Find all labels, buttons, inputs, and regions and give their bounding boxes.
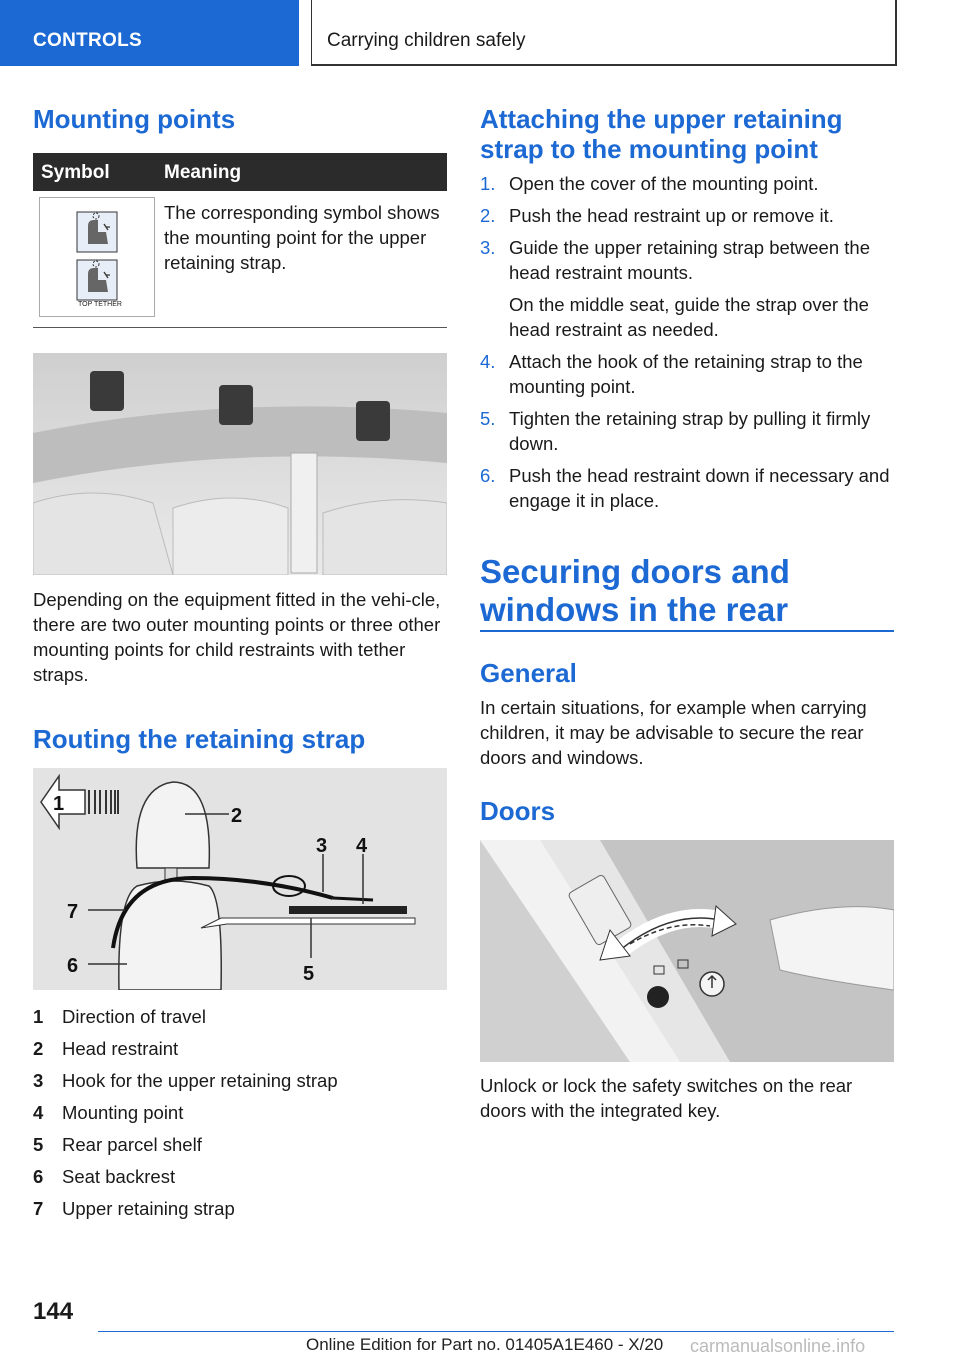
mounting-points-heading: Mounting points [33, 104, 236, 134]
list-item: 5. Tighten the retaining strap by pulling it firmly down. [480, 408, 871, 454]
routing-heading: Routing the retaining strap [33, 724, 366, 754]
equipment-paragraph: Depending on the equipment fitted in the vehi-cle, there are two outer mounting points or three other mounting points for child restraints with tether straps. [33, 589, 441, 685]
list-item: 3 Hook for the upper retaining strap [33, 1070, 338, 1091]
top-tether-caption: TOP TETHER [78, 301, 122, 308]
list-item: 2. Push the head restraint up or remove it. [480, 205, 834, 226]
diagram-label-4: 4 [356, 835, 368, 857]
footer-rule [98, 1331, 894, 1332]
routing-strap-diagram [33, 768, 447, 990]
list-item: 2 Head restraint [33, 1038, 179, 1059]
securing-heading: Securing doors and windows in the rear [480, 553, 790, 628]
list-item: 3. Guide the upper retaining strap between the head restraint mounts. On the middle seat, guide the strap over the head restraint as needed. [480, 237, 870, 340]
list-item: 4 Mounting point [33, 1102, 184, 1123]
section-label: CONTROLS [33, 30, 143, 51]
list-item: 6 Seat backrest [33, 1166, 176, 1187]
col-meaning: Meaning [164, 162, 242, 183]
list-item: 7 Upper retaining strap [33, 1198, 235, 1219]
top-tether-symbol-box [39, 197, 155, 317]
table-divider [33, 327, 447, 328]
list-item: 1. Open the cover of the mounting point. [480, 173, 819, 194]
mounting-points-photo [33, 353, 447, 575]
diagram-label-6: 6 [67, 955, 79, 977]
symbol-table-header [33, 153, 447, 191]
doors-heading: Doors [480, 796, 556, 826]
list-item: 6. Push the head restraint down if necessary and engage it in place. [480, 465, 890, 511]
diagram-label-2: 2 [231, 805, 243, 827]
list-item: 1 Direction of travel [33, 1006, 206, 1027]
door-switch-photo [480, 840, 894, 1062]
edition-note: Online Edition for Part no. 01405A1E460 - X/20 [306, 1335, 664, 1354]
diagram-label-5: 5 [303, 963, 315, 985]
chapter-label: Carrying children safely [327, 30, 526, 51]
symbol-meaning-text: The corresponding symbol shows the mounting point for the upper retaining strap. [164, 202, 440, 273]
section-rule [480, 630, 894, 632]
section-tab [0, 0, 299, 66]
list-item: 4. Attach the hook of the retaining strap to the mounting point. [480, 351, 863, 397]
diagram-label-3: 3 [316, 835, 328, 857]
attach-strap-heading: Attaching the upper retaining strap to the mounting point [480, 104, 843, 164]
diagram-label-1: 1 [53, 793, 65, 815]
col-symbol: Symbol [41, 162, 110, 183]
diagram-label-7: 7 [67, 901, 79, 923]
doors-paragraph: Unlock or lock the safety switches on the rear doors with the integrated key. [480, 1075, 853, 1121]
general-heading: General [480, 658, 577, 688]
watermark: carmanualsonline.info [690, 1336, 866, 1356]
page-number: 144 [33, 1298, 74, 1325]
list-item: 5 Rear parcel shelf [33, 1134, 202, 1155]
diagram-legend [33, 1001, 447, 1225]
attach-steps-list [480, 171, 894, 520]
general-paragraph: In certain situations, for example when carrying children, it may be advisable to secure the rear doors and windows. [480, 697, 867, 768]
chapter-header [311, 0, 897, 66]
top-tether-icon [40, 198, 154, 316]
